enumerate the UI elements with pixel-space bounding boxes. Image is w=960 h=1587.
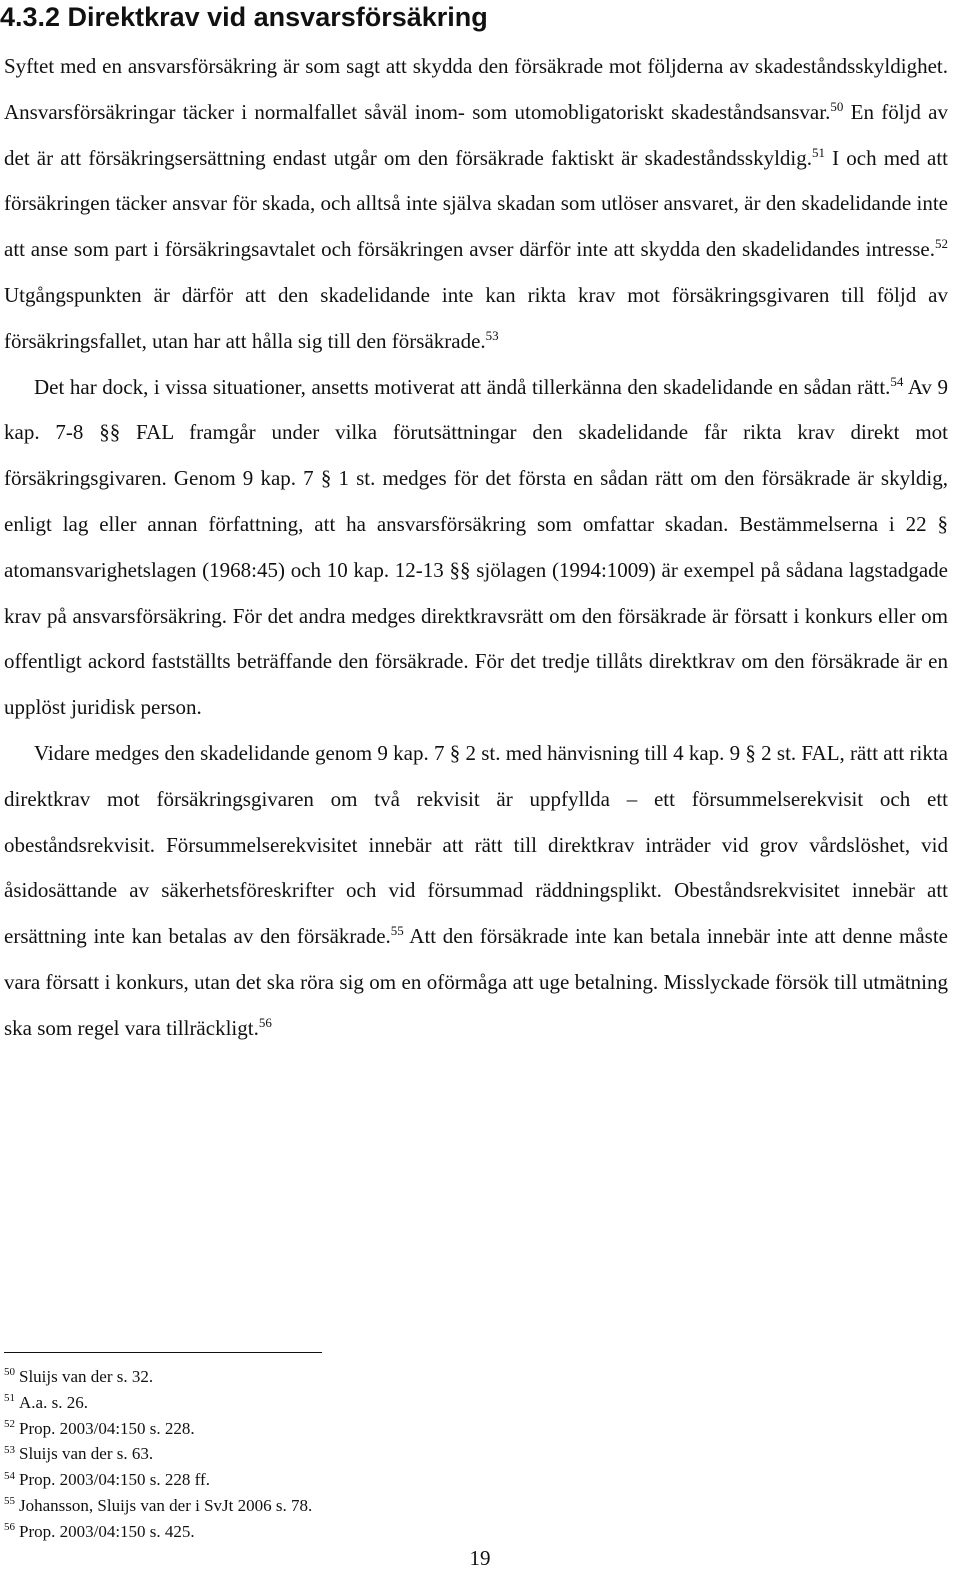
footnote-number: 56 (4, 1521, 15, 1534)
footnote-ref: 54 (890, 373, 904, 389)
text-run: Av 9 kap. 7-8 §§ FAL framgår under vilka förutsättningar den skadelidande får rikta krav direkt mot försäkringsgivaren. Genom 9 kap. 7 § 1 st. medges för det första en sådan rätt om den försäkrade är skyldig, enligt lag eller annan författning, att ha ansvarsförsäkring som omfattar skadan. Bestämmelserna i 22 § atomansvarighetslagen (1968:45) och 10 kap. 12-13 §§ sjölagen (1994:1009) är exempel på sådana lagstadgade krav på ansvarsförsäkring. För det andra medges direktkravsrätt om den försäkrade är försatt i konkurs eller om offentligt ackord fastställts beträffande den försäkrade. För det tredje tillåts direktkrav om den försäkrade är en upplöst juridisk person. (4, 374, 948, 720)
footnote-ref: 53 (485, 327, 499, 343)
footnote-text: Johansson, Sluijs van der i SvJt 2006 s. 78. (19, 1495, 313, 1515)
paragraph-3 (4, 731, 948, 1052)
text-run: I och med att försäkringen täcker ansvar för skada, och alltså inte själva skadan som utlöser ansvaret, är den skadelidande inte att anse som part i försäkringsavtalet och försäkringen avser därför inte att skydda den skadelidandes intresse. (4, 145, 948, 262)
footnote-number: 53 (4, 1443, 15, 1456)
page-number: 19 (469, 1546, 491, 1570)
footnote-number: 52 (4, 1417, 15, 1430)
footnote-number: 50 (4, 1366, 15, 1379)
footnote-text: Prop. 2003/04:150 s. 228 ff. (19, 1470, 210, 1490)
text-run: Utgångspunkten är därför att den skadelidande inte kan rikta krav mot försäkringsgivaren till följd av försäkringsfallet, utan har att hålla sig till den försäkrade. (4, 282, 948, 353)
footnote-list (4, 1364, 312, 1545)
footnote-ref: 52 (935, 236, 948, 252)
text-run: Att den försäkrade inte kan betala innebär inte att denne måste vara försatt i konkurs, utan det ska röra sig om en oförmåga att uge betalning. Misslyckade försök till utmätning ska som regel vara tillräckligt. (4, 924, 948, 1040)
footnote-number: 54 (4, 1469, 15, 1482)
footnote-number: 51 (4, 1392, 15, 1405)
footnote (4, 1493, 312, 1519)
footnote (4, 1441, 312, 1467)
footnote-ref: 55 (390, 923, 404, 939)
text-run: Vidare medges den skadelidande genom 9 kap. 7 § 2 st. med hänvisning till 4 kap. 9 § 2 st. FAL, rätt att rikta direktkrav mot försäkringsgivaren om två rekvisit är uppfyllda – ett försummelserekvisit och ett obeståndsrekvisit. Försummelserekvisitet innebär att rätt till direktkrav inträder vid grov vårdslöshet, vid åsidosättande av säkerhetsföreskrifter och vid försummad räddningsplikt. Obeståndsrekvisitet innebär att ersättning inte kan betalas av den försäkrade. (4, 740, 949, 949)
body-text (4, 44, 948, 1052)
footnote-ref: 51 (812, 144, 825, 160)
paragraph-2 (4, 365, 948, 731)
footnote (4, 1416, 312, 1442)
footnote-text: A.a. s. 26. (19, 1392, 88, 1412)
footnote-number: 55 (4, 1495, 15, 1508)
footnote-text: Sluijs van der s. 32. (19, 1367, 154, 1386)
paragraph-1 (4, 44, 948, 365)
footnote (4, 1390, 312, 1416)
footnote-ref: 56 (258, 1014, 272, 1030)
footnote-text: Prop. 2003/04:150 s. 228. (19, 1418, 195, 1438)
footnote-text: Prop. 2003/04:150 s. 425. (19, 1521, 195, 1541)
footnote (4, 1467, 312, 1493)
text-run: Syftet med en ansvarsförsäkring är som sagt att skydda den försäkrade mot följderna av skadeståndsskyldighet. Ansvarsförsäkringar täcker i normalfallet såväl inom- som utomobligatoriskt skadeståndsansvar. (4, 54, 948, 124)
footnote (4, 1519, 312, 1545)
section-heading: 4.3.2 Direktkrav vid ansvarsförsäkring (0, 2, 488, 32)
footnote-ref: 50 (830, 98, 844, 114)
text-run: Det har dock, i vissa situationer, ansetts motiverat att ändå tillerkänna den skadelidande en sådan rätt. (34, 374, 891, 399)
footnote-text: Sluijs van der s. 63. (19, 1444, 154, 1464)
footnote (4, 1364, 312, 1390)
footnote-separator (4, 1352, 322, 1353)
text-run: En följd av det är att försäkringsersättning endast utgår om den försäkrade faktiskt är skadeståndsskyldig. (4, 99, 948, 170)
